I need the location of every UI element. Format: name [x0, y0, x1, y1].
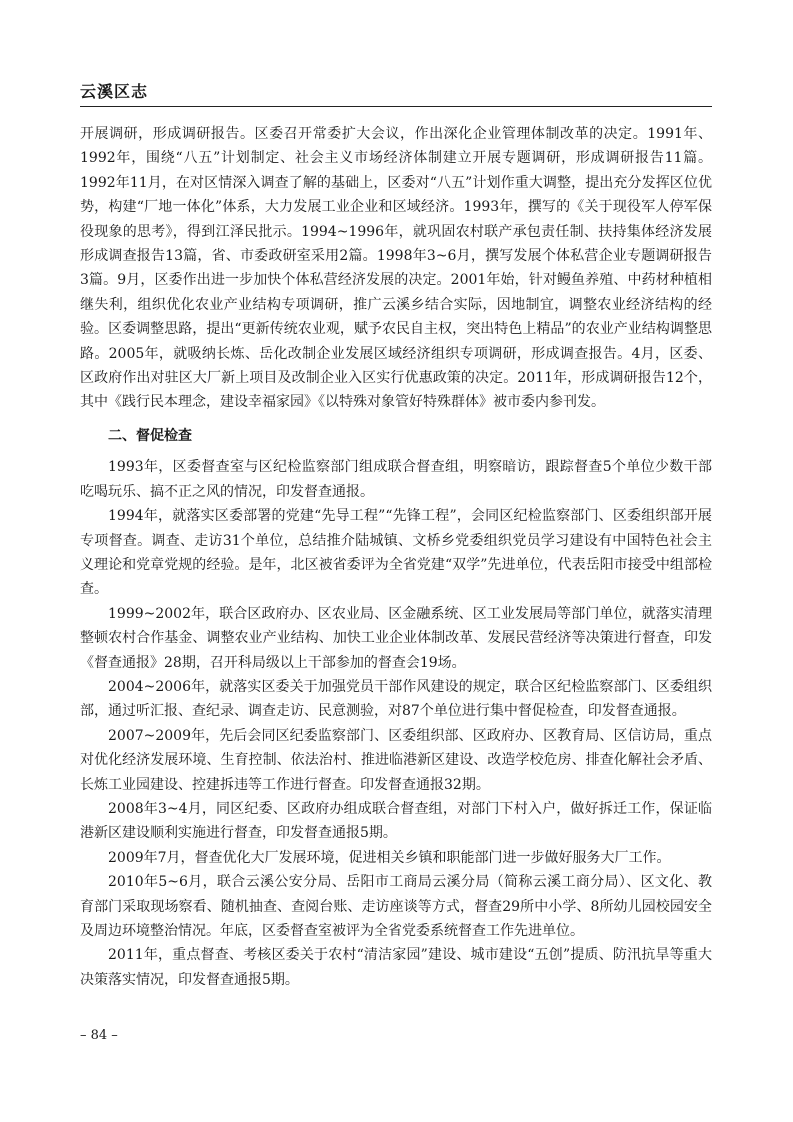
paragraph: 2011年，重点督查、考核区委关于农村“清洁家园”建设、城市建设“五创”提质、防汛抗旱等重大决策落实情况，印发督查通报5期。	[80, 947, 712, 988]
paragraph: 2009年7月，督查优化大厂发展环境，促进相关乡镇和职能部门进一步做好服务大厂工作。	[108, 849, 671, 866]
header-rule	[80, 106, 712, 107]
paragraph: 2010年5~6月，联合云溪公安分局、岳阳市工商局云溪分局（简称云溪工商分局）、区文化、教育部门采取现场察看、随机抽查、查阅台账、走访座谈等方式，督查29所中小学、8所幼儿园校园安全及周边环境整治情况。年底，区委督查室被评为全省党委系统督查工作先进单位。	[80, 874, 712, 939]
paragraph: 1999~2002年，联合区政府办、区农业局、区金融系统、区工业发展局等部门单位，就落实清理整顿农村合作基金、调整农业产业结构、加快工业企业体制改革、发展民营经济等决策进行督查，印发《督查通报》28期，召开科局级以上干部参加的督查会19场。	[80, 605, 712, 671]
paragraph-continued: 开展调研，形成调研报告。区委召开常委扩大会议，作出深化企业管理体制改革的决定。1991年、1992年，围绕“八五”计划制定、社会主义市场经济体制建立开展专题调研，形成调研报告11篇。1992年11月，在对区情深入调查了解的基础上，区委对“八五”计划作重大调整，提出充分发挥区位优势，构建“厂地一体化”体系，大力发展工业企业和区域经济。1993年，撰写的《关于现役军人停军保役现象的思考》，得到江泽民批示。1994~1996年，就巩固农村联产承包责任制、扶持集体经济发展形成调查报告13篇，省、市委政研室采用2篇。1998年3~6月，撰写发展个体私营企业专题调研报告3篇。9月，区委作出进一步加快个体私营经济发展的决定。2001年始，针对鳗鱼养殖、中药材种植相继失利，组织优化农业产业结构专项调研，推广云溪乡结合实际，因地制宜，调整农业经济结构的经验。区委调整思路，提出“更新传统农业观，赋予农民自主权，突出特色上精品”的农业产业结构调整思路。2005年，就吸纳长炼、岳化改制企业发展区域经济组织专项调研，形成调查报告。4月，区委、区政府作出对驻区大厂新上项目及改制企业入区实行优惠政策的决定。2011年，形成调研报告12个，其中《践行民本理念，建设幸福家园》《以特殊对象管好特殊群体》被市委内参刊发。	[80, 126, 712, 411]
section-heading: 二、督促检查	[108, 427, 192, 444]
paragraph: 1994年，就落实区委部署的党建“先导工程”“先锋工程”，会同区纪检监察部门、区委组织部开展专项督查。调查、走访31个单位，总结推介陆城镇、文桥乡党委组织党员学习建设有中国特色社会主义理论和党章党规的经验。是年，北区被省委评为全省党建“双学”先进单位，代表岳阳市接受中组部检查。	[80, 508, 712, 598]
paragraph: 2004~2006年，就落实区委关于加强党员干部作风建设的规定，联合区纪检监察部门、区委组织部，通过听汇报、查纪录、调查走访、民意测验，对87个单位进行集中督促检查，印发督查通报。	[80, 678, 712, 720]
paragraph: 2007~2009年，先后会同区纪委监察部门、区委组织部、区政府办、区教育局、区信访局，重点对优化经济发展环境、生育控制、依法治村、推进临港新区建设、改造学校危房、排查化解社会矛盾、长炼工业园建设、控建拆违等工作进行督查。印发督查通报32期。	[80, 727, 712, 793]
page-number: – 84 –	[80, 1028, 118, 1043]
paragraph: 1993年，区委督查室与区纪检监察部门组成联合督查组，明察暗访，跟踪督查5个单位少数干部吃喝玩乐、搞不正之风的情况，印发督查通报。	[80, 459, 712, 500]
paragraph: 2008年3~4月，同区纪委、区政府办组成联合督查组，对部门下村入户，做好拆迁工作，保证临港新区建设顺利实施进行督查，印发督查通报5期。	[80, 800, 712, 842]
running-header-title: 云溪区志	[80, 82, 149, 101]
page-body	[80, 122, 712, 992]
